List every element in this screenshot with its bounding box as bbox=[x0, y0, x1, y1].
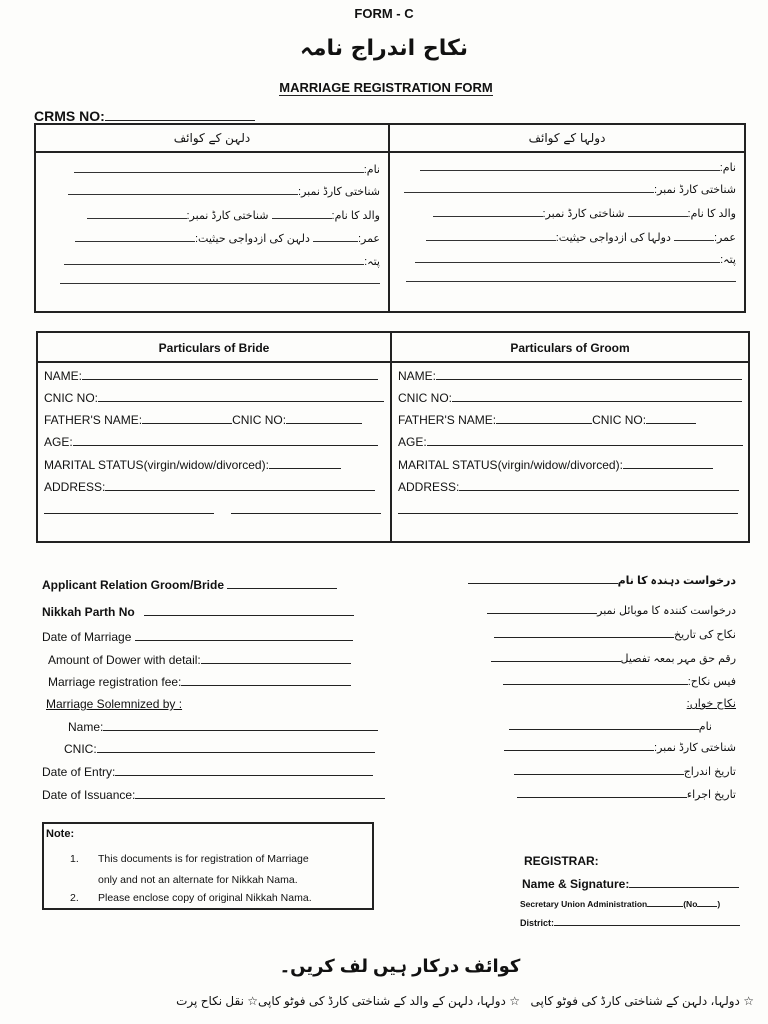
urdu-groom-cnic-row[interactable]: شناختی کارڈ نمبر: bbox=[398, 183, 736, 196]
groom-address-field[interactable]: ADDRESS: bbox=[398, 480, 742, 494]
groom-marital-status-field[interactable]: MARITAL STATUS(virgin/widow/divorced): bbox=[398, 458, 742, 472]
footer-title: کوائف درکار ہیں لف کریں۔ bbox=[279, 956, 521, 976]
urdu-groom-address-row[interactable]: پتہ: bbox=[398, 253, 736, 266]
urdu-groom-header: دولہا کے کوائف bbox=[390, 125, 744, 153]
bride-father-field[interactable]: FATHER'S NAME: CNIC NO: bbox=[44, 413, 384, 427]
registration-fee-field[interactable]: Marriage registration fee: bbox=[48, 675, 351, 689]
urdu-groom-age-row[interactable]: عمر: دولہا کی ازدواجی حیثیت: bbox=[398, 231, 736, 244]
urdu-bride-header: دلہن کے کوائف bbox=[36, 125, 388, 153]
applicant-relation-field[interactable]: Applicant Relation Groom/Bride bbox=[42, 578, 337, 592]
note-item-1-text: This documents is for registration of Marriage bbox=[98, 853, 309, 865]
urdu-bride-age-row[interactable]: عمر: دلہن کی ازدواجی حیثیت: bbox=[44, 232, 380, 245]
footer-item-2: ☆ دولہا، دلہن کے والد کے شناختی کارڈ کی فوٹو کاپی bbox=[258, 994, 520, 1008]
solemnizer-cnic-field[interactable]: CNIC: bbox=[64, 742, 375, 756]
urdu-nikah-date-field[interactable]: نکاح کی تاریخ bbox=[494, 628, 736, 641]
registrar-name-signature-field[interactable]: Name & Signature: bbox=[522, 877, 739, 891]
solemnized-by-label: Marriage Solemnized by : bbox=[46, 697, 183, 711]
note-title: Note: bbox=[46, 828, 75, 840]
urdu-issue-date-field[interactable]: تاریخ اجراء bbox=[517, 788, 736, 801]
groom-father-field[interactable]: FATHER'S NAME: CNIC NO: bbox=[398, 413, 742, 427]
groom-name-field[interactable]: NAME: bbox=[398, 369, 742, 383]
urdu-entry-date-field[interactable]: تاریخ اندراج bbox=[514, 765, 736, 778]
urdu-bride-address-line[interactable] bbox=[44, 275, 380, 287]
registrar-title: REGISTRAR: bbox=[524, 854, 599, 868]
groom-age-field[interactable]: AGE: bbox=[398, 435, 742, 449]
district-field[interactable]: District: bbox=[520, 918, 740, 928]
crms-label: CRMS NO: bbox=[34, 108, 105, 124]
urdu-bride-father-row[interactable]: والد کا نام: شناختی کارڈ نمبر: bbox=[44, 209, 380, 222]
urdu-bride-address-row[interactable]: پتہ: bbox=[44, 255, 380, 268]
urdu-groom-column bbox=[390, 125, 744, 311]
date-of-entry-field[interactable]: Date of Entry: bbox=[42, 765, 373, 779]
date-of-issuance-field[interactable]: Date of Issuance: bbox=[42, 788, 385, 802]
urdu-applicant-name-field[interactable]: درخواست دہندہ کا نام bbox=[468, 574, 736, 587]
urdu-particulars-box bbox=[34, 123, 746, 313]
dower-field[interactable]: Amount of Dower with detail: bbox=[48, 653, 351, 667]
english-particulars-box bbox=[36, 331, 750, 543]
groom-header: Particulars of Groom bbox=[392, 333, 748, 363]
solemnizer-name-field[interactable]: Name: bbox=[68, 720, 378, 734]
note-item-2-number: 2. bbox=[70, 892, 79, 904]
groom-address-line[interactable] bbox=[398, 503, 742, 517]
note-item-1-text-cont: only and not an alternate for Nikkah Nama. bbox=[98, 874, 298, 886]
bride-address-field[interactable]: ADDRESS: bbox=[44, 480, 384, 494]
urdu-groom-name-row[interactable]: نام: bbox=[398, 161, 736, 174]
urdu-applicant-mobile-field[interactable]: درخواست کنندہ کا موبائل نمبر bbox=[487, 604, 736, 617]
date-of-marriage-field[interactable]: Date of Marriage bbox=[42, 630, 353, 644]
note-item-1-number: 1. bbox=[70, 853, 79, 865]
groom-column bbox=[392, 333, 748, 541]
urdu-bride-name-row[interactable]: نام: bbox=[44, 163, 380, 176]
bride-header: Particulars of Bride bbox=[38, 333, 390, 363]
urdu-groom-father-row[interactable]: والد کا نام: شناختی کارڈ نمبر: bbox=[398, 207, 736, 220]
crms-number-field[interactable] bbox=[34, 108, 255, 124]
urdu-groom-address-line[interactable] bbox=[398, 273, 736, 285]
bride-column bbox=[38, 333, 392, 541]
note-box bbox=[42, 822, 374, 910]
urdu-bride-cnic-row[interactable]: شناختی کارڈ نمبر: bbox=[44, 185, 380, 198]
form-title: MARRIAGE REGISTRATION FORM bbox=[279, 80, 493, 95]
urdu-cnic-field[interactable]: شناختی کارڈ نمبر: bbox=[504, 741, 736, 754]
bride-cnic-field[interactable]: CNIC NO: bbox=[44, 391, 384, 405]
secretary-union-field[interactable]: Secretary Union Administration (No ) bbox=[520, 899, 721, 909]
urdu-name-field[interactable]: نام bbox=[509, 720, 712, 733]
bride-age-field[interactable]: AGE: bbox=[44, 435, 384, 449]
bride-name-field[interactable]: NAME: bbox=[44, 369, 384, 383]
urdu-dower-field[interactable]: رقم حق مہر بمعہ تفصیل bbox=[491, 652, 736, 665]
bride-address-line[interactable] bbox=[44, 503, 384, 517]
footer-item-3: ☆ نقل نکاح پرت bbox=[176, 994, 258, 1008]
urdu-bride-column bbox=[36, 125, 390, 311]
note-item-2-text: Please enclose copy of original Nikkah Nama. bbox=[98, 892, 312, 904]
urdu-fee-field[interactable]: فیس نکاح: bbox=[503, 675, 736, 688]
urdu-nikah-khwan-label: نکاح خواں: bbox=[686, 698, 736, 710]
form-code: FORM - C bbox=[354, 6, 414, 21]
bride-marital-status-field[interactable]: MARITAL STATUS(virgin/widow/divorced): bbox=[44, 458, 384, 472]
footer-item-1: ☆ دولہا، دلہن کے شناختی کارڈ کی فوٹو کاپی bbox=[530, 994, 754, 1008]
nikkah-parth-field[interactable]: Nikkah Parth No bbox=[42, 605, 354, 619]
groom-cnic-field[interactable]: CNIC NO: bbox=[398, 391, 742, 405]
urdu-title: نکاح اندراج نامہ bbox=[299, 36, 469, 61]
